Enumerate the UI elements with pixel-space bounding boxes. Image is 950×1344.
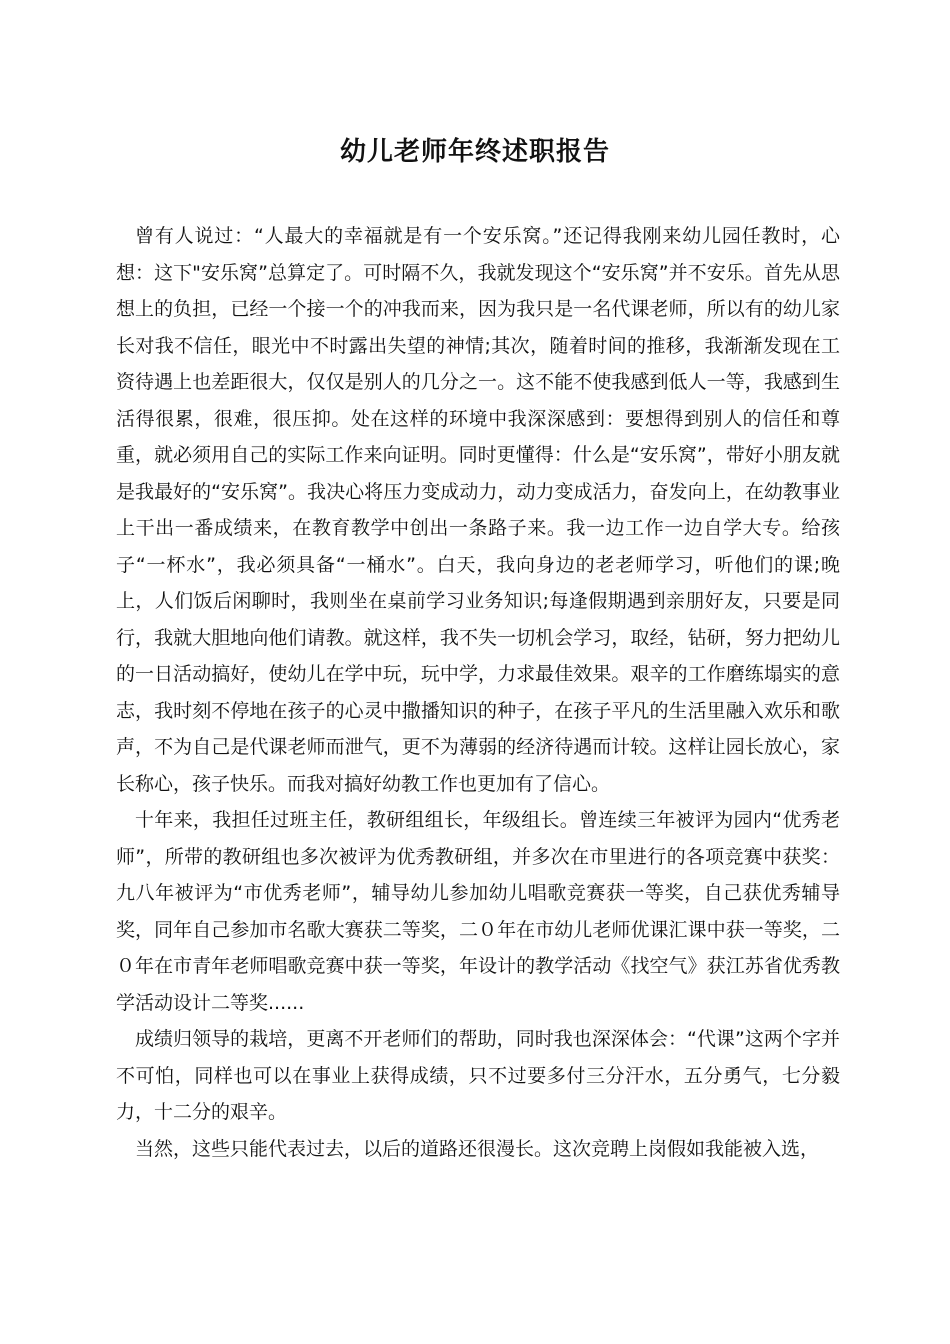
document-body [116, 218, 840, 1167]
paragraph-intro: 曾有人说过：“人最大的幸福就是有一个安乐窝。”还记得我刚来幼儿园任教时，心想：这下"安乐窝”总算定了。可时隔不久，我就发现这个“安乐窝”并不安乐。首先从思想上的负担，已经一个接一个的冲我而来，因为我只是一名代课老师，所以有的幼儿家长对我不信任，眼光中不时露出失望的神情;其次，随着时间的推移，我渐渐发现在工资待遇上也差距很大，仅仅是别人的几分之一。这不能不使我感到低人一等，我感到生活得很累，很难，很压抑。处在这样的环境中我深深感到：要想得到别人的信任和尊重，就必须用自己的实际工作来向证明。同时更懂得：什么是“安乐窝”，带好小朋友就是我最好的“安乐窝”。我决心将压力变成动力，动力变成活力，奋发向上，在幼教事业上干出一番成绩来，在教育教学中创出一条路子来。我一边工作一边自学大专。给孩子“一杯水”，我必须具备“一桶水”。白天，我向身边的老老师学习，听他们的课;晚上，人们饭后闲聊时，我则坐在桌前学习业务知识;每逢假期遇到亲朋好友，只要是同行，我就大胆地向他们请教。就这样，我不失一切机会学习，取经，钻研，努力把幼儿的一日活动搞好，使幼儿在学中玩，玩中学，力求最佳效果。艰辛的工作磨练塌实的意志，我时刻不停地在孩子的心灵中撒播知识的种子，在孩子平凡的生活里融入欢乐和歌声，不为自己是代课老师而泄气，更不为薄弱的经济待遇而计较。这样让园长放心，家长称心，孩子快乐。而我对搞好幼教工作也更加有了信心。 [116, 225, 840, 795]
paragraph-reflection: 成绩归领导的栽培，更离不开老师们的帮助，同时我也深深体会：“代课”这两个字并不可怕，同样也可以在事业上获得成绩，只不过要多付三分汗水，五分勇气，七分毅力，十二分的艰辛。 [116, 1028, 840, 1123]
paragraph-future: 当然，这些只能代表过去，以后的道路还很漫长。这次竞聘上岗假如我能被入选， [135, 1137, 820, 1160]
document-title: 幼儿老师年终述职报告 [339, 137, 610, 167]
paragraph-achievements: 十年来，我担任过班主任，教研组组长，年级组长。曾连续三年被评为园内“优秀老师”，所带的教研组也多次被评为优秀教研组，并多次在市里进行的各项竞赛中获奖：九八年被评为“市优秀老师”，辅导幼儿参加幼儿唱歌竞赛获一等奖，自己获优秀辅导奖，同年自己参加市名歌大赛获二等奖，二０年在市幼儿老师优课汇课中获一等奖，二０年在市青年老师唱歌竞赛中获一等奖，年设计的教学活动《找空气》获江苏省优秀教学活动设计二等奖...... [116, 809, 840, 1014]
